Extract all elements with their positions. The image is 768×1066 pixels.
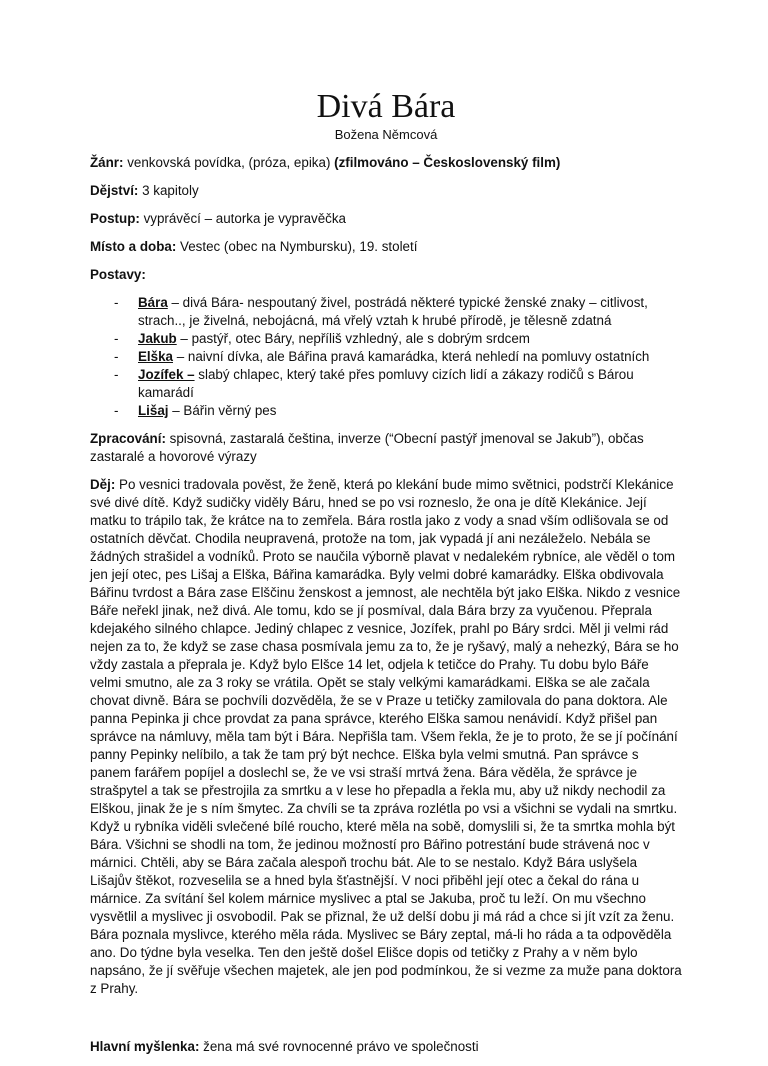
- characters-heading: Postavy:: [90, 267, 146, 282]
- document-title: Divá Bára: [316, 88, 456, 125]
- method-value: vyprávěcí – autorka je vypravěčka: [139, 211, 347, 226]
- place-label: Místo a doba:: [90, 239, 177, 254]
- processing-line: [90, 430, 682, 466]
- plot-label: Děj:: [90, 477, 116, 492]
- spacer: [90, 1008, 682, 1038]
- character-name: Lišaj: [138, 403, 169, 418]
- list-item: [90, 366, 682, 402]
- acts-line: [90, 182, 682, 200]
- character-desc: – pastýř, otec Báry, nepříliš vzhledný, ale s dobrým srdcem: [176, 331, 530, 346]
- place-line: [90, 238, 682, 256]
- character-name: Jakub: [138, 331, 177, 346]
- list-item: [90, 294, 682, 330]
- acts-value: 3 kapitoly: [138, 183, 199, 198]
- character-name: Bára: [138, 295, 168, 310]
- processing-value: spisovná, zastaralá čeština, inverze (“Obecní pastýř jmenoval se Jakub”), občas zastaralé a hovorové výrazy: [90, 431, 644, 464]
- processing-label: Zpracování:: [90, 431, 166, 446]
- method-line: [90, 210, 682, 228]
- character-name: Jozífek –: [138, 367, 195, 382]
- acts-label: Dějství:: [90, 183, 139, 198]
- author-name: Božena Němcová: [334, 127, 438, 142]
- character-desc: – divá Bára- nespoutaný živel, postrádá některé typické ženské znaky – citlivost, strach.., je živelná, nebojácná, má vřelý vztah k hrubé přírodě, je tělesně zdatná: [138, 295, 648, 328]
- genre-value: venkovská povídka, (próza, epika): [123, 155, 335, 170]
- genre-film-note: (zfilmováno – Československý film): [334, 155, 561, 170]
- list-item: [90, 348, 682, 366]
- document-body: [90, 88, 682, 1066]
- character-desc: – naivní dívka, ale Bářina pravá kamarádka, která nehledí na pomluvy ostatních: [173, 349, 650, 364]
- method-label: Postup:: [90, 211, 140, 226]
- place-value: Vestec (obec na Nymbursku), 19. století: [176, 239, 418, 254]
- plot-paragraph: [90, 476, 682, 998]
- genre-line: [90, 154, 682, 172]
- character-desc: slabý chlapec, který také přes pomluvy cizích lidí a zákazy rodičů s Bárou kamarádí: [138, 367, 634, 400]
- character-name: Elška: [138, 349, 173, 364]
- plot-text: Po vesnici tradovala pověst, že ženě, která po klekání bude mimo světnici, podstrčí Klekánice své divé dítě. Když sudičky viděly Báru, hned se po vsi rozneslo, že ona je dítě Klekánice. Její matku to trápilo tak, že krátce na to zemřela. Bára rostla jako z vody a snad vším odlišovala se od ostatních děvčat. Chodila neupravená, protože na tom, jak vypadá jí ani nezáleželo. Nebála se žádných strašidel a vodníků. Proto se naučila výborně plavat v nedalekém rybníce, ale věděl o tom jen její otec, pes Lišaj a Elška, Bářina kamarádka. Byly velmi dobré kamarádky. Elška obdivovala Bářinu tvrdost a Bára zase Elščinu ženskost a jemnost, ale nechtěla být jako Elška. Nikdo z vesnice Báře neřekl jinak, než divá. Ale tomu, kdo se jí posmíval, dala Bára brzy za vyučenou. Přeprala kdejakého silného chlapce. Jediný chlapec z vesnice, Jozífek, prahl po Báry srdci. Měl ji velmi rád nejen za to, že když se zase chasa posmívala jemu za to, že je ryšavý, malý a nehezký, Bára se ho vždy zastala a přeprala je. Když bylo Elšce 14 let, odjela k tetičce do Prahy. Tu dobu bylo Báře velmi smutno, ale za 3 roky se vrátila. Opět se staly velkými kamarádkami. Elška se ale začala chovat divně. Bára se pochvíli dozvěděla, že se v Praze u tetičky zamilovala do pana doktora. Ale panna Pepinka ji chce provdat za pana správce, kterého Elška samou nenávidí. Když přišel pan správce na námluvy, měla tam být i Bára. Nepřišla tam. Všem řekla, že je to proto, že se jí počínání panny Pepinky nelíbilo, a tak že tam prý být nechce. Elška byla velmi smutná. Pan správce s panem farářem popíjel a doslechl se, že ve vsi straší mrtvá žena. Bára věděla, že správce je strašpytel a tak se přestrojila za smrtku a v lese ho přepadla a řekla mu, aby už nikdy nechodil za Elškou, jinak že je s ním šmytec. Za chvíli se ta zpráva rozlétla po vsi a všichni se vydali na smrtku. Když u rybníka viděli svlečené bílé roucho, které měla na sobě, domyslili si, že ta smrtka mohla být Bára. Všichni se shodli na tom, že jedinou možností pro Bářino potrestání bude strávená noc v márnici. Chtěli, aby se Bára začala alespoň trochu bát. Ale to se nestalo. Když Bára uslyšela Lišajův štěkot, rozveselila se a hned byla šťastnější. V noci přiběhl její otec a čekal do rána u márnice. Za svítání šel kolem márnice myslivec a ptal se Jakuba, proč tu leží. On mu všechno vysvětlil a myslivec ji osvobodil. Pak se přiznal, že už delší dobu ji má rád a chce si jít vzít za ženu. Bára poznala myslivce, kterého měla ráda. Myslivec se Báry zeptal, má-li ho ráda a ta odpověděla ano. Do týdne byla veselka. Ten den ještě došel Elišce dopis od tetičky z Prahy a v něm bylo napsáno, že jí svěřuje všechen majetek, ale jen pod podmínkou, že si vezme za muže pana doktora z Prahy.: [90, 477, 682, 996]
- list-item: [90, 330, 682, 348]
- characters-list: [90, 294, 682, 420]
- list-item: [90, 402, 682, 420]
- main-idea-line: [90, 1038, 682, 1056]
- genre-label: Žánr:: [90, 155, 124, 170]
- main-idea-label: Hlavní myšlenka:: [90, 1039, 200, 1054]
- character-desc: – Bářin věrný pes: [168, 403, 277, 418]
- main-idea-value: žena má své rovnocenné právo ve společnosti: [199, 1039, 479, 1054]
